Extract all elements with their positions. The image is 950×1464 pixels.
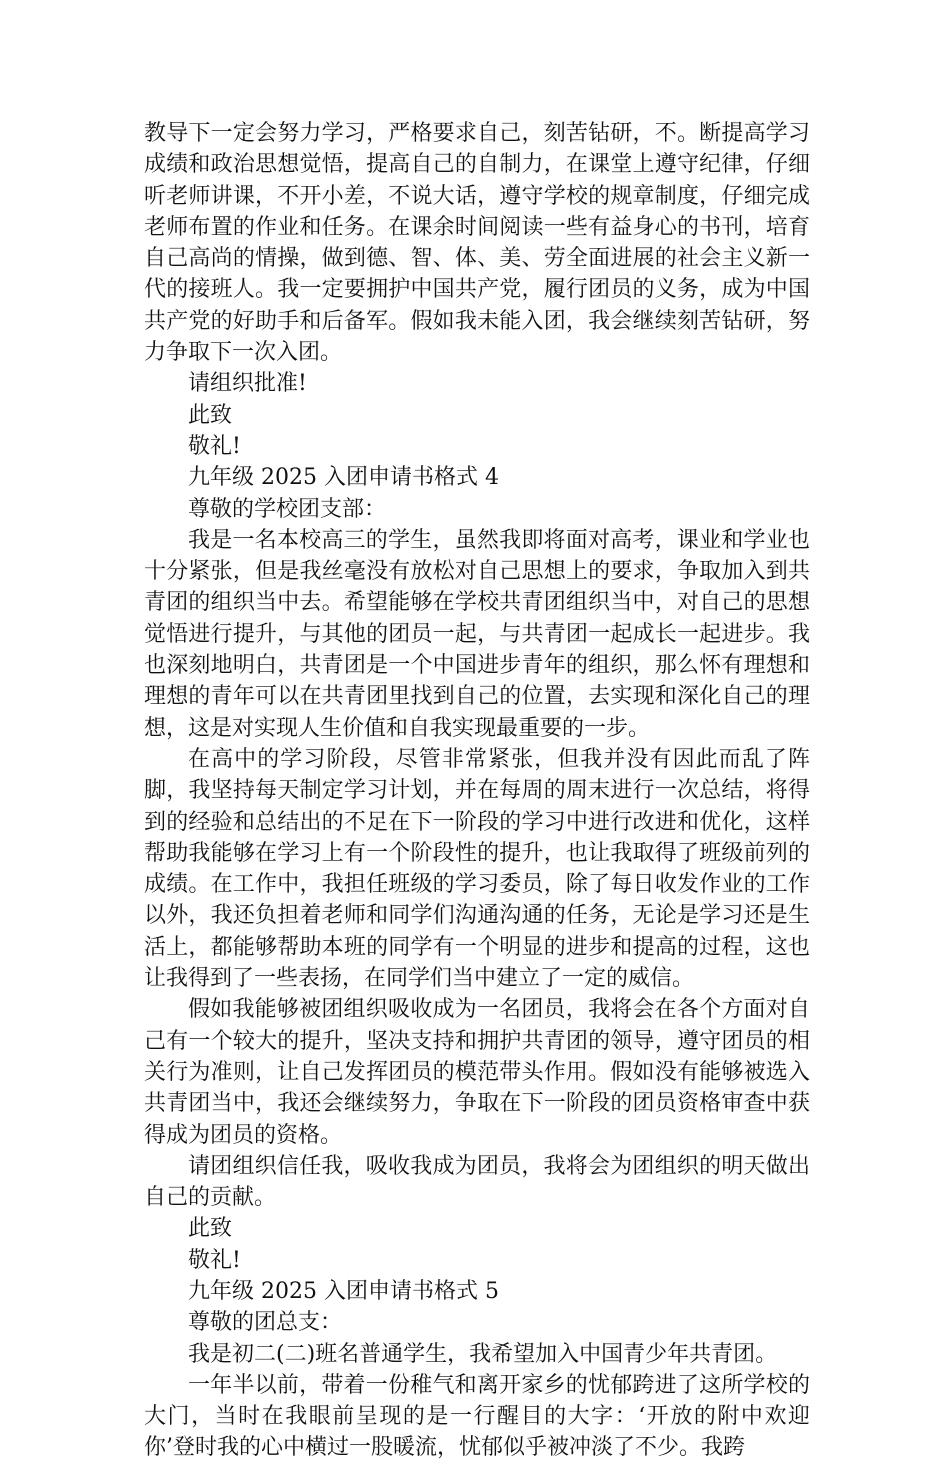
letter-greeting: 尊敬的学校团支部：	[188, 496, 387, 522]
body-paragraph: 教导下一定会努力学习，严格要求自己，刻苦钻研，不。断提高学习成绩和政治思想觉悟，提高自己的自制力，在课堂上遵守纪律，仔细听老师讲课，不开小差，不说大话，遵守学校的规章制度，仔细完成老师布置的作业和任务。在课余时间阅读一些有益身心的书刊，培育自己高尚的情操，做到德、智、体、美、劳全面进展的社会主义新一代的接班人。我一定要拥护中国共产党，履行团员的义务，成为中国共产党的好助手和后备军。假如我未能入团，我会继续刻苦钻研，努力争取下一次入团。	[144, 121, 810, 366]
body-paragraph: 我是一名本校高三的学生，虽然我即将面对高考，课业和学业也十分紧张，但是我丝毫没有放松对自己思想上的要求，争取加入到共青团的组织当中去。希望能够在学校共青团组织当中，对自己的思想觉悟进行提升，与其他的团员一起，与共青团一起成长一起进步。我也深刻地明白，共青团是一个中国进步青年的组织，那么怀有理想和理想的青年可以在共青团里找到自己的位置，去实现和深化自己的理想，这是对实现人生价值和自我实现最重要的一步。	[144, 527, 810, 741]
body-paragraph: 假如我能够被团组织吸收成为一名团员，我将会在各个方面对自己有一个较大的提升，坚决支持和拥护共青团的领导，遵守团员的相关行为准则，让自己发挥团员的模范带头作用。假如没有能够被选入共青团当中，我还会继续努力，争取在下一阶段的团员资格审查中获得成为团员的资格。	[144, 997, 810, 1148]
document-page	[144, 118, 810, 1464]
closing-salutation: 此致	[188, 402, 233, 428]
section-heading: 九年级 2025 入团申请书格式 4	[188, 465, 499, 491]
body-paragraph: 在高中的学习阶段，尽管非常紧张，但我并没有因此而乱了阵脚，我坚持每天制定学习计划，并在每周的周末进行一次总结，将得到的经验和总结出的不足在下一阶段的学习中进行改进和优化，这样帮助我能够在学习上有一个阶段性的提升，也让我取得了班级前列的成绩。在工作中，我担任班级的学习委员，除了每日收发作业的工作以外，我还负担着老师和同学们沟通沟通的任务，无论是学习还是生活上，都能够帮助本班的同学有一个明显的进步和提高的过程，这也让我得到了一些表扬，在同学们当中建立了一定的威信。	[144, 746, 810, 992]
section-heading: 九年级 2025 入团申请书格式 5	[188, 1278, 499, 1304]
closing-request-line: 请组织批准!	[188, 371, 307, 397]
closing-regards: 敬礼!	[188, 1247, 241, 1273]
closing-salutation: 此致	[188, 1216, 233, 1242]
body-paragraph: 我是初二(二)班名普通学生，我希望加入中国青少年共青团。	[188, 1341, 778, 1367]
letter-greeting: 尊敬的团总支：	[188, 1310, 343, 1336]
body-paragraph: 请团组织信任我，吸收我成为团员，我将会为团组织的明天做出自己的贡献。	[144, 1153, 810, 1211]
body-paragraph: 一年半以前，带着一份稚气和离开家乡的忧郁跨进了这所学校的大门，当时在我眼前呈现的是一行醒目的大字：‘开放的附中欢迎你’登时我的心中横过一股暖流，忧郁似乎被冲淡了不少。我跨	[144, 1372, 810, 1461]
closing-regards: 敬礼!	[188, 433, 241, 459]
